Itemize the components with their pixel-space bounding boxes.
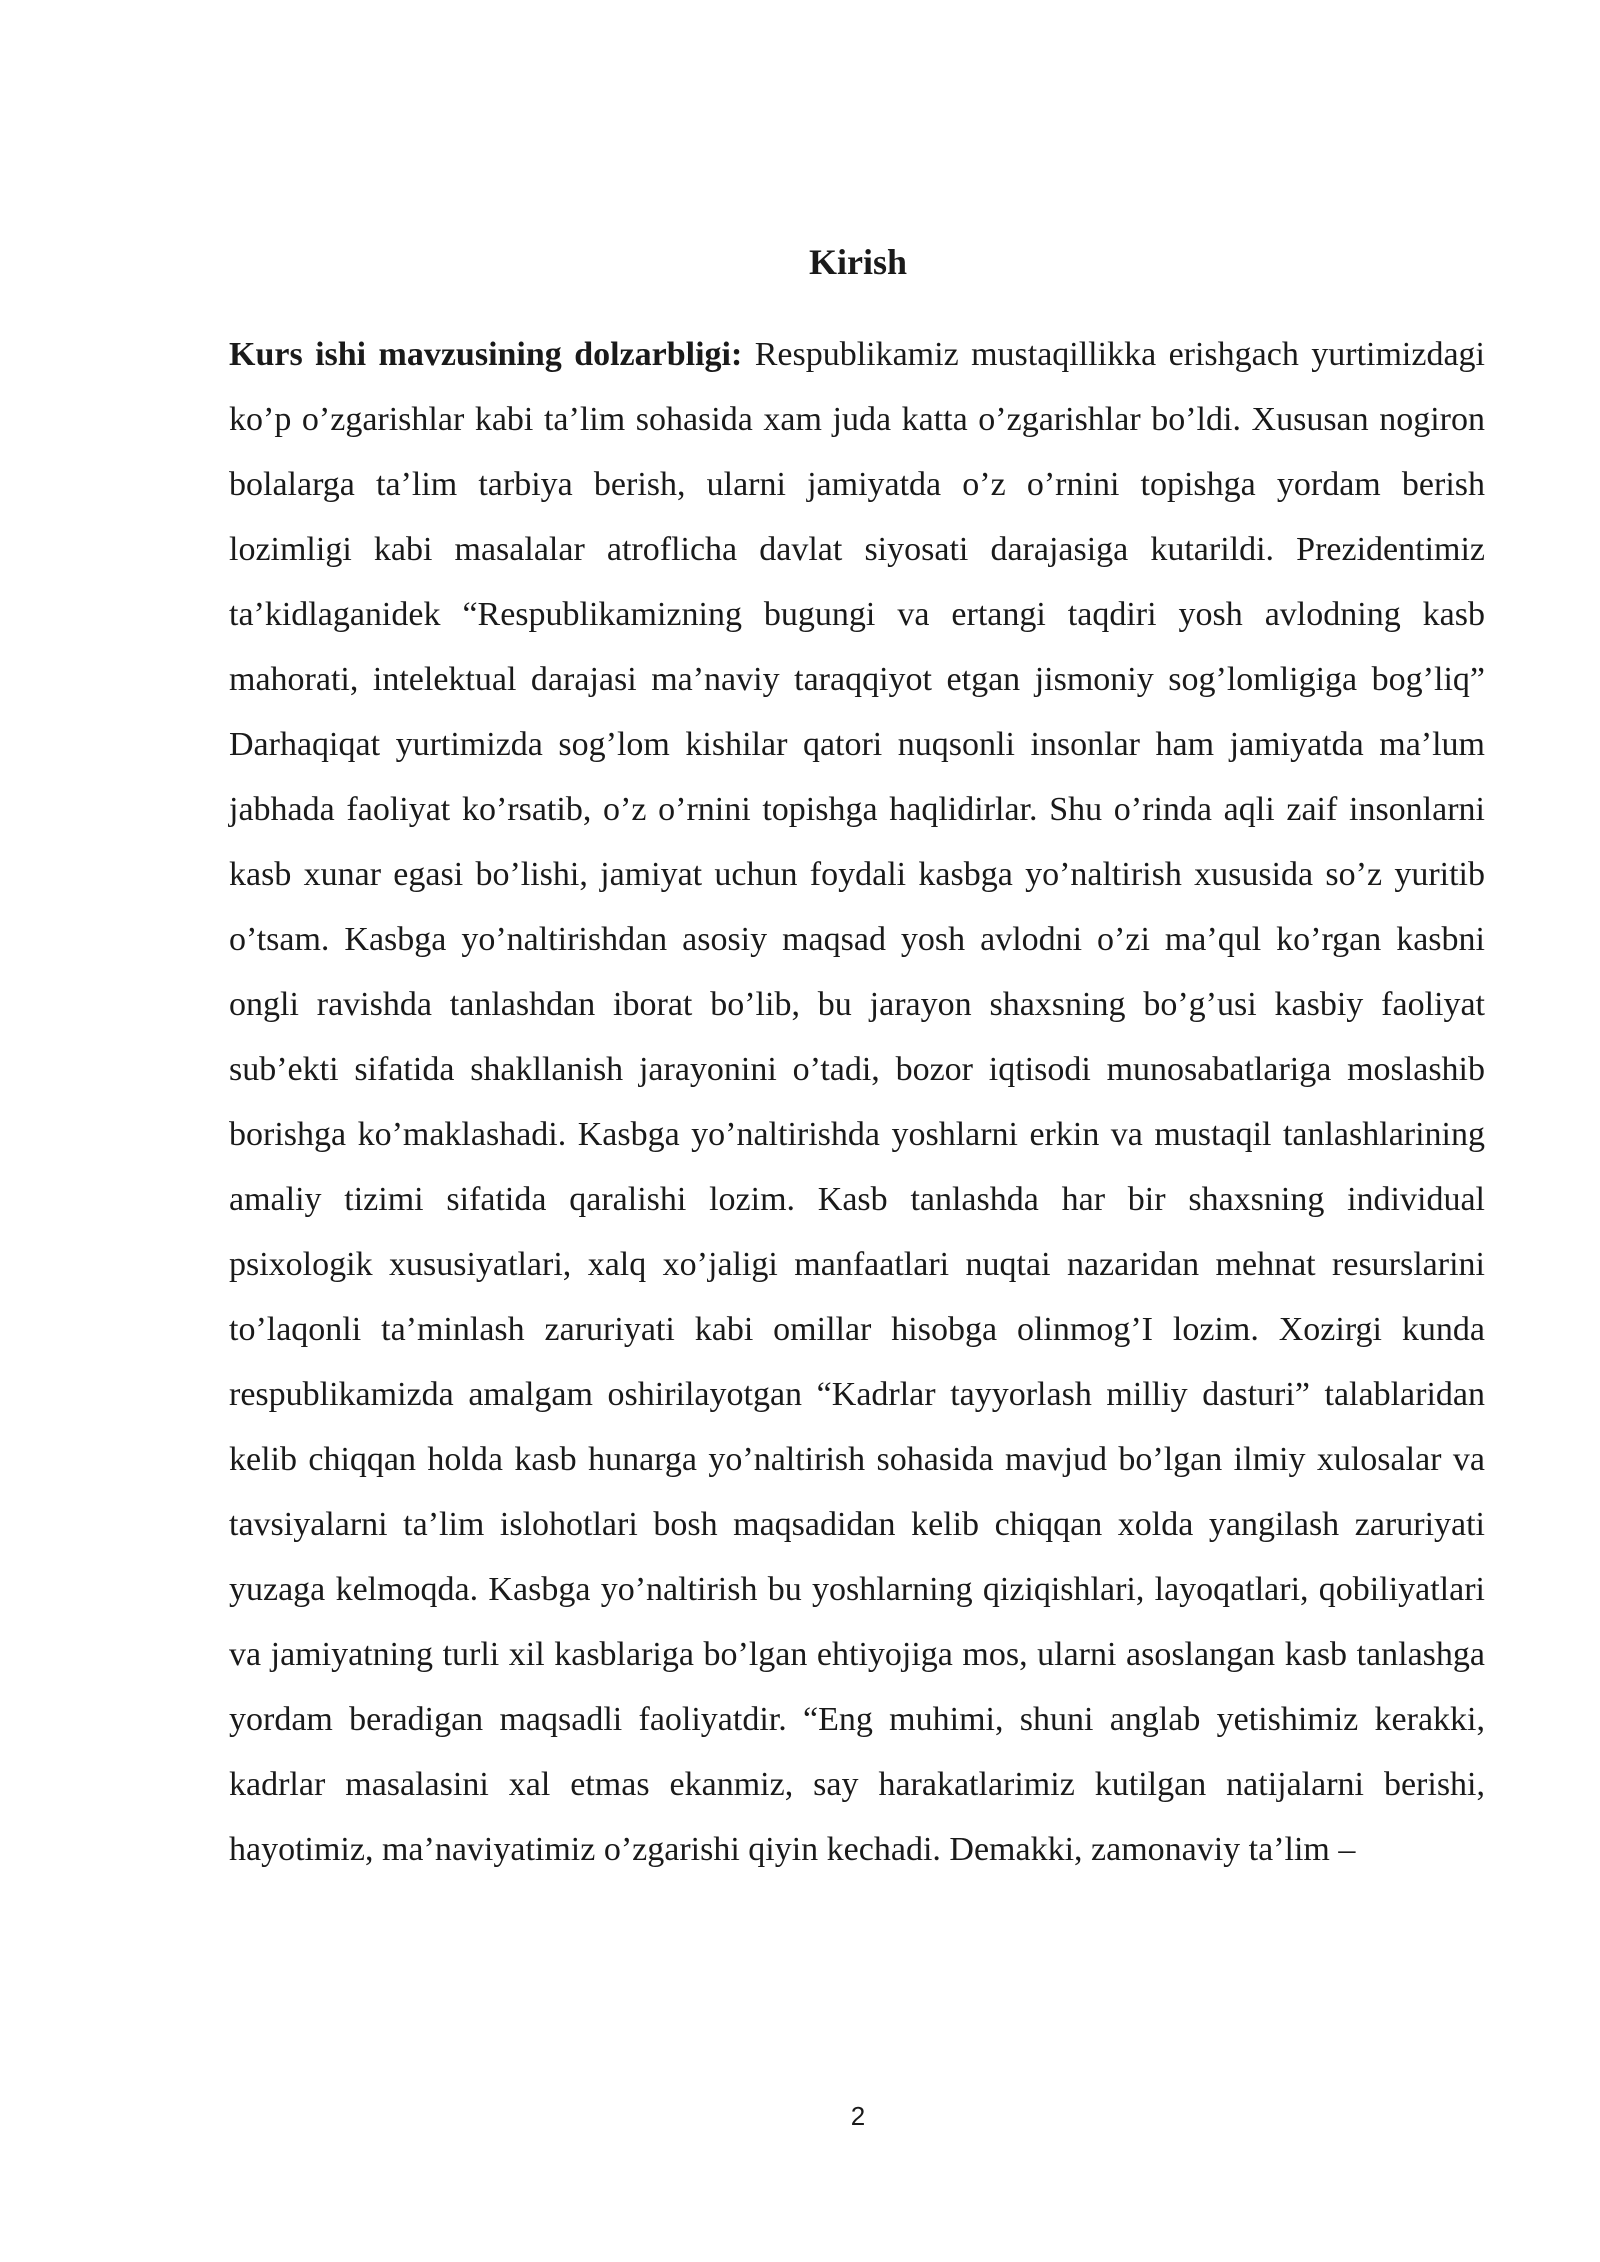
page-title: Kirish <box>808 242 907 282</box>
paragraph-text: Respublikamiz mustaqillikka erishgach yurtimizdagi ko’p o’zgarishlar kabi ta’lim sohasida xam juda katta o’zgarishlar bo’ldi. Xususan nogiron bolalarga ta’lim tarbiya berish, ularni jamiyatda o’z o’rnini topishga yordam berish lozimligi kabi masalalar atroflicha davlat siyosati darajasiga kutarildi. Prezidentimiz ta’kidlaganidek “Respublikamizning bugungi va ertangi taqdiri yosh avlodning kasb mahorati, intelektual darajasi ma’naviy taraqqiyot etgan jismoniy sog’lomligiga bog’liq” Darhaqiqat yurtimizda sog’lom kishilar qatori nuqsonli insonlar ham jamiyatda ma’lum jabhada faoliyat ko’rsatib, o’z o’rnini topishga haqlidirlar. Shu o’rinda aqli zaif insonlarni kasb xunar egasi bo’lishi, jamiyat uchun foydali kasbga yo’naltirish xususida so’z yuritib o’tsam. Kasbga yo’naltirishdan asosiy maqsad yosh avlodni o’zi ma’qul ko’rgan kasbni ongli ravishda tanlashdan iborat bo’lib, bu jarayon shaxsning bo’g’usi kasbiy faoliyat sub’ekti sifatida shakllanish jarayonini o’tadi, bozor iqtisodi munosabatlariga moslashib borishga ko’maklashadi. Kasbga yo’naltirishda yoshlarni erkin va mustaqil tanlashlarining amaliy tizimi sifatida qaralishi lozim. Kasb tanlashda har bir shaxsning individual psixologik xususiyatlari, xalq xo’jaligi manfaatlari nuqtai nazaridan mehnat resurslarini to’laqonli ta’minlash zaruriyati kabi omillar hisobga olinmog’I lozim. Xozirgi kunda respublikamizda amalgam oshirilayotgan “Kadrlar tayyorlash milliy dasturi” talablaridan kelib chiqqan holda kasb hunarga yo’naltirish sohasida mavjud bo’lgan ilmiy xulosalar va tavsiyalarni ta’lim islohotlari bosh maqsadidan kelib chiqqan xolda yangilash zaruriyati yuzaga kelmoqda. Kasbga yo’naltirish bu yoshlarning qiziqishlari, layoqatlari, qobiliyatlari va jamiyatning turli xil kasblariga bo’lgan ehtiyojiga mos, ularni asoslangan kasb tanlashga yordam beradigan maqsadli faoliyatdir. “Eng muhimi, shuni anglab yetishimiz kerakki, kadrlar masalasini xal etmas ekanmiz, say harakatlarimiz kutilgan natijalarni berishi, hayotimiz, ma’naviyatimiz o’zgarishi qiyin kechadi. Demakki, zamonaviy ta’lim – <box>229 336 1485 1868</box>
page-number: 2 <box>850 2101 866 2131</box>
body-paragraph <box>229 322 1485 1882</box>
paragraph-lead: Kurs ishi mavzusining dolzarbligi: <box>229 336 743 373</box>
